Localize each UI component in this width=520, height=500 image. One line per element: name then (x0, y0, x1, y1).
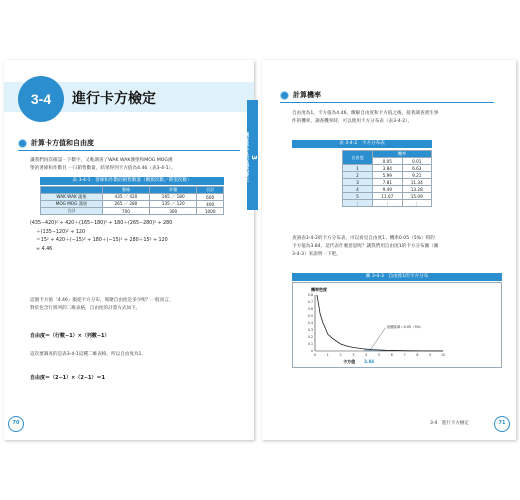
chi-square-table (342, 150, 432, 207)
chi-square-chart-frame (292, 282, 502, 368)
paragraph-1 (30, 157, 245, 173)
text-line: 堡的著條和作數目 一日銷售數量，結果得到卡方值為4.46（表3-4-1）。 (30, 166, 176, 171)
table-header-cell: 0.01 (402, 158, 432, 165)
formula-line: ＝15² ÷ 420＋(−15)² ÷ 180＋(−15)² ÷ 280＋15² ÷ 120 (36, 238, 168, 243)
section-title: 計算機率 (293, 91, 321, 99)
y-tick-label: 0.5 (307, 314, 313, 318)
side-tab-text: 調查事件是否偶然發生 (243, 132, 249, 182)
table-cell: 9.21 (402, 172, 432, 179)
table-cell: ⋮ (343, 200, 373, 207)
x-tick-label: 6 (390, 353, 393, 357)
table-cell: 11.34 (402, 179, 432, 186)
table-header-cell: 自由度 (343, 151, 373, 165)
y-tick-label: 0 (310, 349, 313, 353)
table-cell: 6.63 (402, 165, 432, 172)
table-cell: 400 (197, 201, 224, 208)
text-line: 件的機率，調查機率時，可以使用卡方分布表（表3-4-2）。 (292, 119, 413, 124)
table-row (41, 194, 224, 201)
table-row (343, 179, 432, 186)
x-axis-label: 卡方值 (343, 359, 356, 364)
table-cell: 11.07 (373, 193, 403, 200)
data-point (411, 350, 412, 351)
paragraph-2 (292, 235, 504, 259)
paragraph-1 (292, 110, 502, 126)
table-cell: ⋮ (373, 200, 403, 207)
y-tick-label: 0.7 (307, 300, 313, 304)
data-point (325, 328, 326, 329)
table-cell: 5 (343, 193, 373, 200)
section-bullet-icon (18, 139, 27, 148)
x-axis-value-label: 3.84 (364, 359, 375, 364)
x-tick-label: 1 (326, 353, 329, 357)
running-footer: 3-4 進行卡方檢定 (430, 421, 469, 426)
data-point (385, 350, 386, 351)
table-cell: 265 ／ 280 (102, 201, 149, 208)
text-line: 自由度為1，卡方值為4.46，瞭解自由度和卡方值之後，接著調查發生事 (292, 111, 439, 116)
table-header-row (343, 151, 432, 158)
table-cell: 9.49 (373, 186, 403, 193)
page-number-right: 71 (494, 416, 510, 432)
text-line: 3-4-3）來說明一下吧。 (292, 252, 341, 257)
x-tick-label: 5 (377, 353, 381, 357)
data-point (372, 349, 373, 350)
table-header-cell: 機率 (373, 151, 432, 158)
table-cell: WAK WAK 漢堡 (41, 194, 103, 201)
paragraph-2 (30, 297, 245, 313)
data-point (424, 351, 425, 352)
table-cell: 15.09 (402, 193, 432, 200)
data-point (340, 344, 341, 345)
y-tick-label: 0.2 (307, 335, 313, 339)
section-heading-2 (280, 90, 321, 100)
chi-square-formula (30, 220, 250, 254)
section-heading-1 (18, 138, 94, 148)
paragraph-3: 這次要調查的是表3-4-1這種二維表格，所以自由度為1。 (30, 352, 147, 357)
y-tick-label: 0.3 (307, 328, 313, 332)
page-number-left: 70 (8, 416, 24, 432)
table-row (343, 200, 432, 207)
x-tick-label: 8 (416, 353, 419, 357)
table-cell: 合計 (41, 208, 103, 215)
table-cell: MOG MOG 漢堡 (41, 201, 103, 208)
table-caption: 表 3-4-2 卡方分布表 (292, 140, 432, 148)
table-cell: 5.99 (373, 172, 403, 179)
data-point (353, 347, 354, 348)
table-row (343, 172, 432, 179)
annotation-label: 這個區域＝0.05（5%） (386, 324, 424, 329)
table-row (343, 193, 432, 200)
section-bullet-icon (280, 91, 289, 100)
table-row (343, 186, 432, 193)
text-line: 查詢表3-4-2的卡方分布表，可以看見自由度1、機率0.05（5%）時的 (292, 236, 435, 241)
x-tick-label: 0 (313, 353, 317, 357)
table-caption: 表 3-4-1 著條和作數的銷售數量（觀測次數／期望次數） (40, 177, 224, 185)
table-header-cell: 薯條 (102, 187, 149, 194)
section-title: 計算卡方值和自由度 (31, 139, 94, 147)
x-tick-label: 4 (365, 353, 368, 357)
x-tick-label: 10 (440, 353, 446, 357)
table-cell: 165 ／ 180 (150, 194, 197, 201)
data-point (322, 322, 323, 323)
formula-line: ≈ 4.46 (36, 246, 53, 252)
data-point (443, 351, 444, 352)
table-cell: 135 ／ 120 (150, 201, 197, 208)
right-page (262, 60, 516, 440)
section-rule (280, 102, 494, 103)
table-header-cell: 0.05 (373, 158, 403, 165)
table-cell: 4 (343, 186, 373, 193)
table-cell: 1000 (197, 208, 224, 215)
table-cell: 600 (197, 194, 224, 201)
table-cell: 2 (343, 172, 373, 179)
y-tick-label: 0.4 (307, 321, 313, 325)
formula-line: (435−420)² ÷ 420＋(165−180)² ÷ 180＋(265−280)² ÷ 280 (30, 221, 173, 226)
table-header-row (41, 187, 224, 194)
data-point (347, 346, 348, 347)
left-page (4, 60, 254, 440)
x-tick-label: 2 (339, 353, 342, 357)
data-point (328, 334, 329, 335)
table-row (41, 208, 224, 215)
chi-square-chart (293, 283, 503, 369)
data-point (331, 337, 332, 338)
x-tick-label: 3 (352, 353, 355, 357)
section-rule (18, 150, 240, 151)
table-cell: ⋮ (402, 200, 432, 207)
text-line: 這個卡方值「4.46」服從卡方分布，那麼自由度是多少呢？一般而言， (30, 298, 174, 303)
text-line: 讓我們再次確認一下數字，又唯調查了WAK WAK漢堡和MOG MOG漢 (30, 158, 173, 163)
data-point (317, 295, 318, 296)
y-axis-label: 機率密度 (311, 287, 327, 292)
table-cell: 300 (150, 208, 197, 215)
table-cell: 13.28 (402, 186, 432, 193)
y-tick-label: 0.1 (307, 342, 313, 346)
text-line: 卡方值為3.84，這代表什麼意思呢？讓我們用自由度1的卡方分布圖（圖 (292, 244, 439, 249)
text-line: 對於包含行與列的二維表格，自由度的計算方式如下。 (30, 306, 141, 311)
data-point (364, 349, 365, 350)
table-cell: 1 (343, 165, 373, 172)
chapter-badge: 3-4 (18, 76, 64, 122)
y-tick-label: 0.8 (307, 293, 313, 297)
side-tab-number: 3 (250, 154, 258, 160)
table-header-cell (41, 187, 103, 194)
table-cell: 435 ／ 420 (102, 194, 149, 201)
data-point (320, 314, 321, 315)
data-point (318, 302, 319, 303)
data-point (398, 350, 399, 351)
sales-table (40, 186, 224, 215)
dof-formula-general: 自由度＝（行數−1）×（列數−1） (30, 333, 110, 339)
chapter-side-tab (243, 100, 258, 210)
y-tick-label: 0.6 (307, 307, 313, 311)
series-line (317, 295, 443, 351)
table-cell: 3 (343, 179, 373, 186)
formula-line: ＋(135−120)² ÷ 120 (36, 229, 86, 235)
table-header-cell: 炸雞 (150, 187, 197, 194)
table-cell: 7.81 (373, 179, 403, 186)
table-cell: 700 (102, 208, 149, 215)
table-row (41, 201, 224, 208)
x-tick-label: 9 (429, 353, 432, 357)
table-cell: 3.84 (373, 165, 403, 172)
table-header-cell: 合計 (197, 187, 224, 194)
annotation-leader (370, 328, 385, 350)
table-row (343, 165, 432, 172)
dof-formula-result: 自由度＝（2−1）×（2−1）＝1 (30, 375, 105, 381)
chapter-title: 進行卡方檢定 (72, 91, 156, 107)
data-point (335, 340, 336, 341)
x-tick-label: 7 (403, 353, 406, 357)
figure-caption: 圖 3-4-3 自由度1的卡方分布 (292, 273, 502, 281)
